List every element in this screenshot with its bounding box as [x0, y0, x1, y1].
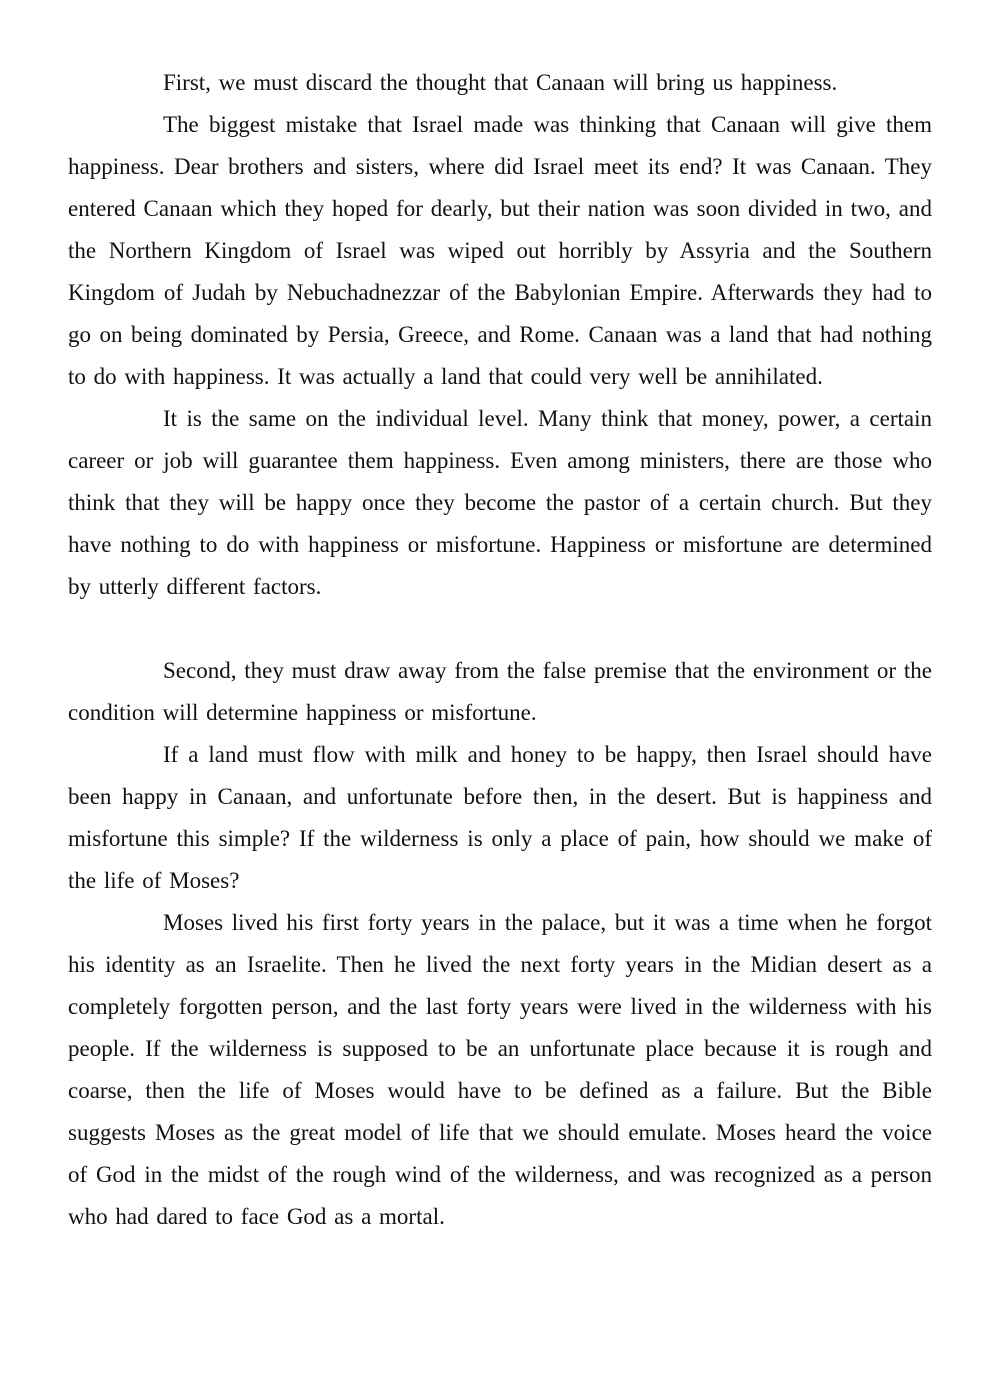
- paragraph-milk-and-honey: If a land must flow with milk and honey to be happy, then Israel should have been happy in Canaan, and unfortunate before then, in the desert. But is happiness and misfortune this simple? If the wilderness is only a place of pain, how should we make of the life of Moses?: [68, 742, 932, 893]
- paragraph-life-of-moses: Moses lived his first forty years in the palace, but it was a time when he forgot his identity as an Israelite. Then he lived the next forty years in the Midian desert as a completely forgotten person, and the last forty years were lived in the wilderness with his people. If the wilderness is supposed to be an unfortunate place because it is rough and coarse, then the life of Moses would have to be defined as a failure. But the Bible suggests Moses as the great model of life that we should emulate. Moses heard the voice of God in the midst of the rough wind of the wilderness, and was recognized as a person who had dared to face God as a mortal.: [68, 910, 932, 1229]
- paragraph-individual-level: It is the same on the individual level. Many think that money, power, a certain career or job will guarantee them happiness. Even among ministers, there are those who think that they will be happy once they become the pastor of a certain church. But they have nothing to do with happiness or misfortune. Happiness or misfortune are determined by utterly different factors.: [68, 406, 932, 599]
- paragraph-second-point: Second, they must draw away from the false premise that the environment or the condition will determine happiness or misfortune.: [68, 658, 932, 725]
- paragraph-israel-canaan: The biggest mistake that Israel made was thinking that Canaan will give them happiness. Dear brothers and sisters, where did Israel meet its end? It was Canaan. They entered Canaan which they hoped for dearly, but their nation was soon divided in two, and the Northern Kingdom of Israel was wiped out horribly by Assyria and the Southern Kingdom of Judah by Nebuchadnezzar of the Babylonian Empire. Afterwards they had to go on being dominated by Persia, Greece, and Rome. Canaan was a land that had nothing to do with happiness. It was actually a land that could very well be annihilated.: [68, 112, 932, 389]
- document-body: [68, 62, 932, 1238]
- paragraph-first-point: First, we must discard the thought that Canaan will bring us happiness.: [163, 70, 838, 95]
